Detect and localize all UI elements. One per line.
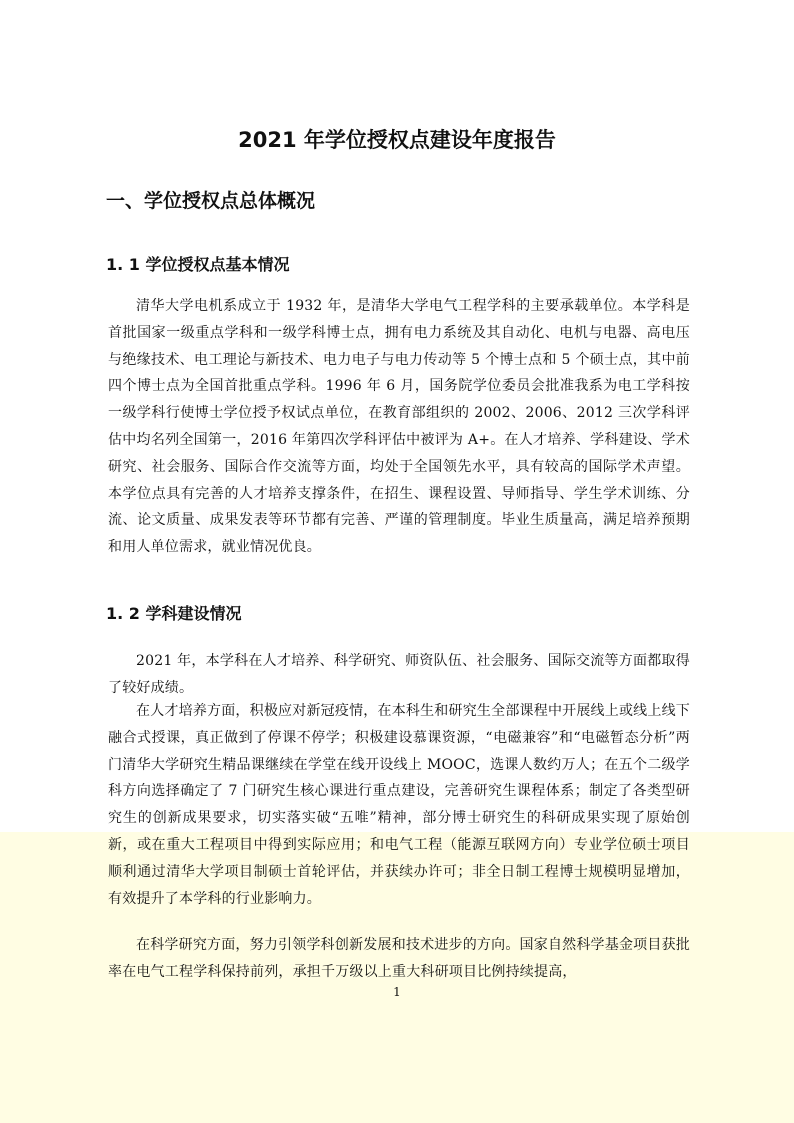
subsection-heading-discipline-construction: 1. 2 学科建设情况 [106,604,242,623]
section-heading-overview: 一、学位授权点总体概况 [106,190,316,212]
subsection-heading-basic-info: 1. 1 学位授权点基本情况 [106,255,290,274]
paragraph-basic-info: 清华大学电机系成立于 1932 年，是清华大学电气工程学科的主要承载单位。本学科是首批国家一级重点学科和一级学科博士点，拥有电力系统及其自动化、电机与电器、高电压与绝缘技术、电工理论与新技术、电力电子与电力传动等 5 个博士点和 5 个硕士点，其中前四个博士点为全国首批重点学科。1996 年 6 月，国务院学位委员会批准我系为电工学科按一级学科行使博士学位授予权试点单位，在教育部组织的 2002、2006、2012 三次学科评估中均名列全国第一，2016 年第四次学科评估中被评为 A+。在人才培养、学科建设、学术研究、社会服务、国际合作交流等方面，均处于全国领先水平，具有较高的国际学术声望。本学位点具有完善的人才培养支撑条件，在招生、课程设置、导师指导、学生学术训练、分流、论文质量、成果发表等环节都有完善、严谨的管理制度。毕业生质量高，满足培养预期和用人单位需求，就业情况优良。 [108,298,690,556]
paragraph-scientific-research: 在科学研究方面，努力引领学科创新发展和技术进步的方向。国家自然科学基金项目获批率在电气工程学科保持前列，承担千万级以上重大科研项目比例持续提高， [108,937,690,980]
paragraph-annual-summary: 2021 年，本学科在人才培养、科学研究、师资队伍、社会服务、国际交流等方面都取得了较好成绩。 [108,653,690,696]
paragraph-talent-training: 在人才培养方面，积极应对新冠疫情，在本科生和研究生全部课程中开展线上或线上线下融合式授课，真正做到了停课不停学；积极建设慕课资源，“电磁兼容”和“电磁暂态分析”两门清华大学研究生精品课继续在学堂在线开设线上 MOOC，选课人数约万人；在五个二级学科方向选择确定了 7 门研究生核心课进行重点建设，完善研究生课程体系；制定了各类型研究生的创新成果要求，切实落实破“五唯”精神，部分博士研究生的科研成果实现了原始创新，或在重大工程项目中得到实际应用；和电气工程（能源互联网方向）专业学位硕士项目顺利通过清华大学项目制硕士首轮评估，并获续办许可；非全日制工程博士规模明显增加，有效提升了本学科的行业影响力。 [108,703,690,907]
document-title: 2021 年学位授权点建设年度报告 [238,128,556,152]
page-number: 1 [393,985,401,999]
